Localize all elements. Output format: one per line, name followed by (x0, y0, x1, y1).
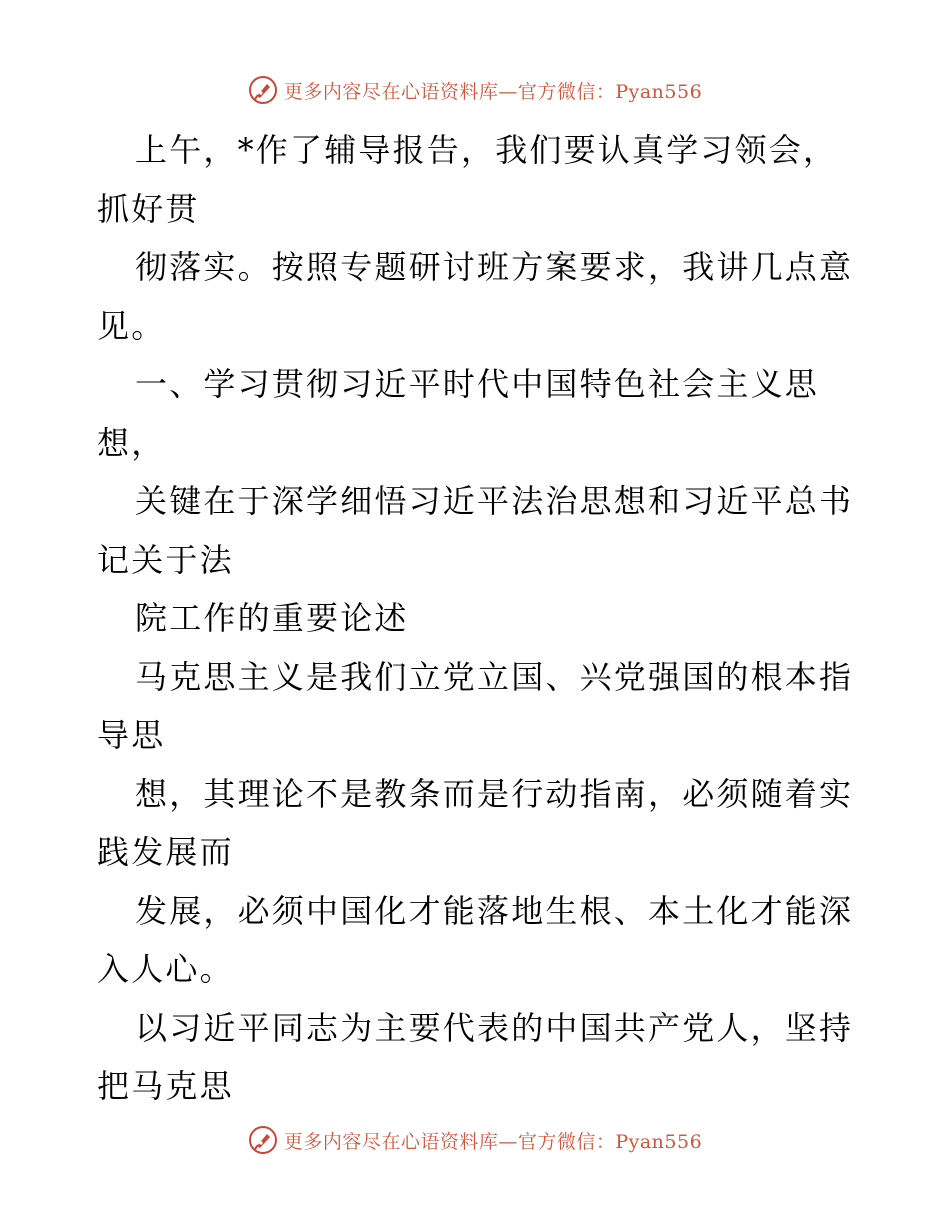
pen-nib-logo-icon (248, 1125, 278, 1155)
body-text-line: 一、学习贯彻习近平时代中国特色社会主义思 (135, 365, 820, 403)
body-text-line: 院工作的重要论述 (135, 599, 409, 637)
body-text-line: 以习近平同志为主要代表的中国共产党人，坚持 (135, 1008, 854, 1047)
body-text-line: 把马克思 (97, 1067, 234, 1105)
body-text-line: 见。 (97, 306, 166, 345)
body-text-line: 关键在于深学细悟习近平法治思想和习近平总书 (135, 482, 854, 520)
body-text-line: 抓好贯 (97, 189, 200, 228)
header-banner-text: 更多内容尽在心语资料库—官方微信：Pyan556 (283, 80, 703, 103)
body-text-line: 导思 (97, 716, 166, 754)
body-text-line: 想， (97, 423, 166, 462)
body-text-line: 上午，*作了辅导报告，我们要认真学习领会， (135, 131, 838, 169)
body-text-line: 践发展而 (97, 833, 234, 871)
body-text-line: 马克思主义是我们立党立国、兴党强国的根本指 (135, 657, 854, 696)
body-text-line: 入人心。 (97, 950, 234, 988)
footer-banner-text: 更多内容尽在心语资料库—官方微信：Pyan556 (283, 1130, 703, 1153)
body-text-line: 记关于法 (97, 540, 234, 579)
pen-nib-logo-icon (248, 75, 278, 105)
body-text-line: 想，其理论不是教条而是行动指南，必须随着实 (135, 774, 854, 813)
body-text-line: 彻落实。按照专题研讨班方案要求，我讲几点意 (135, 248, 854, 286)
footer-banner (0, 1120, 950, 1160)
body-text-line: 发展，必须中国化才能落地生根、本土化才能深 (135, 891, 854, 930)
header-banner (0, 70, 950, 110)
document-body (97, 121, 857, 1116)
